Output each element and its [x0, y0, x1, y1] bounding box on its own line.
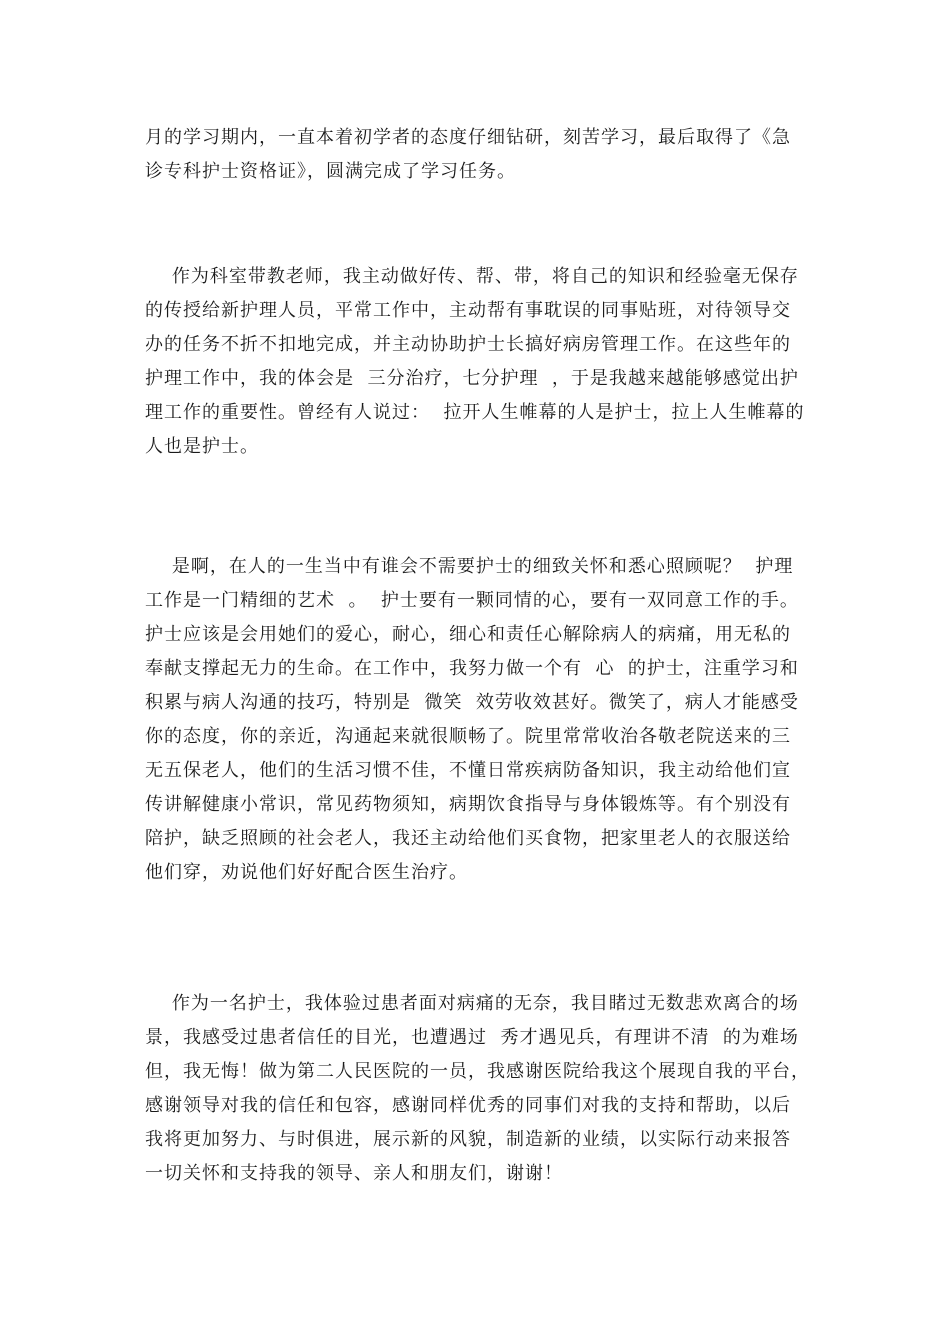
paragraph-4	[145, 987, 813, 1191]
text-line: 积累与病人沟通的技巧，特别是 微笑 效劳收效甚好。微笑了，病人才能感受	[145, 692, 799, 713]
text-line: 你的态度，你的亲近，沟通起来就很顺畅了。院里常常收治各敬老院送来的三	[145, 726, 791, 747]
text-line: 景，我感受过患者信任的目光，也遭遇过 秀才遇见兵，有理讲不清 的为难场	[145, 1027, 799, 1048]
paragraph-3	[145, 550, 813, 890]
text-line: 陪护，缺乏照顾的社会老人，我还主动给他们买食物，把家里老人的衣服送给	[145, 828, 791, 849]
text-line: 奉献支撑起无力的生命。在工作中，我努力做一个有 心 的护士，注重学习和	[145, 658, 799, 679]
text-line: 的传授给新护理人员，平常工作中，主动帮有事耽误的同事贴班，对待领导交	[145, 300, 791, 321]
text-line: 诊专科护士资格证》，圆满完成了学习任务。	[145, 161, 516, 182]
text-line: 一切关怀和支持我的领导、亲人和朋友们，谢谢！	[145, 1163, 563, 1184]
text-line: 护理工作中，我的体会是 三分治疗，七分护理 ，于是我越来越能够感觉出护	[145, 368, 799, 389]
paragraph-1	[145, 121, 813, 189]
text-line: 护士应该是会用她们的爱心，耐心，细心和责任心解除病人的病痛，用无私的	[145, 624, 791, 645]
text-line: 我将更加努力、与时俱进，展示新的风貌，制造新的业绩，以实际行动来报答	[145, 1129, 791, 1150]
text-line: 人也是护士。	[145, 436, 259, 457]
text-line: 作为一名护士，我体验过患者面对病痛的无奈，我目睹过无数悲欢离合的场	[145, 993, 799, 1014]
text-line: 月的学习期内，一直本着初学者的态度仔细钻研，刻苦学习，最后取得了《急	[145, 127, 791, 148]
paragraph-2	[145, 260, 813, 464]
text-line: 工作是一门精细的艺术 。 护士要有一颗同情的心，要有一双同意工作的手。	[145, 590, 799, 611]
text-line: 是啊，在人的一生当中有谁会不需要护士的细致关怀和悉心照顾呢？ 护理	[145, 556, 794, 577]
text-line: 理工作的重要性。曾经有人说过： 拉开人生帷幕的人是护士，拉上人生帷幕的	[145, 402, 805, 423]
text-line: 他们穿，劝说他们好好配合医生治疗。	[145, 862, 468, 883]
text-line: 无五保老人，他们的生活习惯不佳，不懂日常疾病防备知识，我主动给他们宣	[145, 760, 791, 781]
text-line: 办的任务不折不扣地完成，并主动协助护士长搞好病房管理工作。在这些年的	[145, 334, 791, 355]
text-line: 作为科室带教老师，我主动做好传、帮、带，将自己的知识和经验毫无保存	[145, 266, 799, 287]
text-line: 传讲解健康小常识，常见药物须知，病期饮食指导与身体锻炼等。有个别没有	[145, 794, 791, 815]
text-line: 感谢领导对我的信任和包容，感谢同样优秀的同事们对我的支持和帮助，以后	[145, 1095, 791, 1116]
text-line: 但，我无悔！做为第二人民医院的一员，我感谢医院给我这个展现自我的平台，	[145, 1061, 810, 1082]
